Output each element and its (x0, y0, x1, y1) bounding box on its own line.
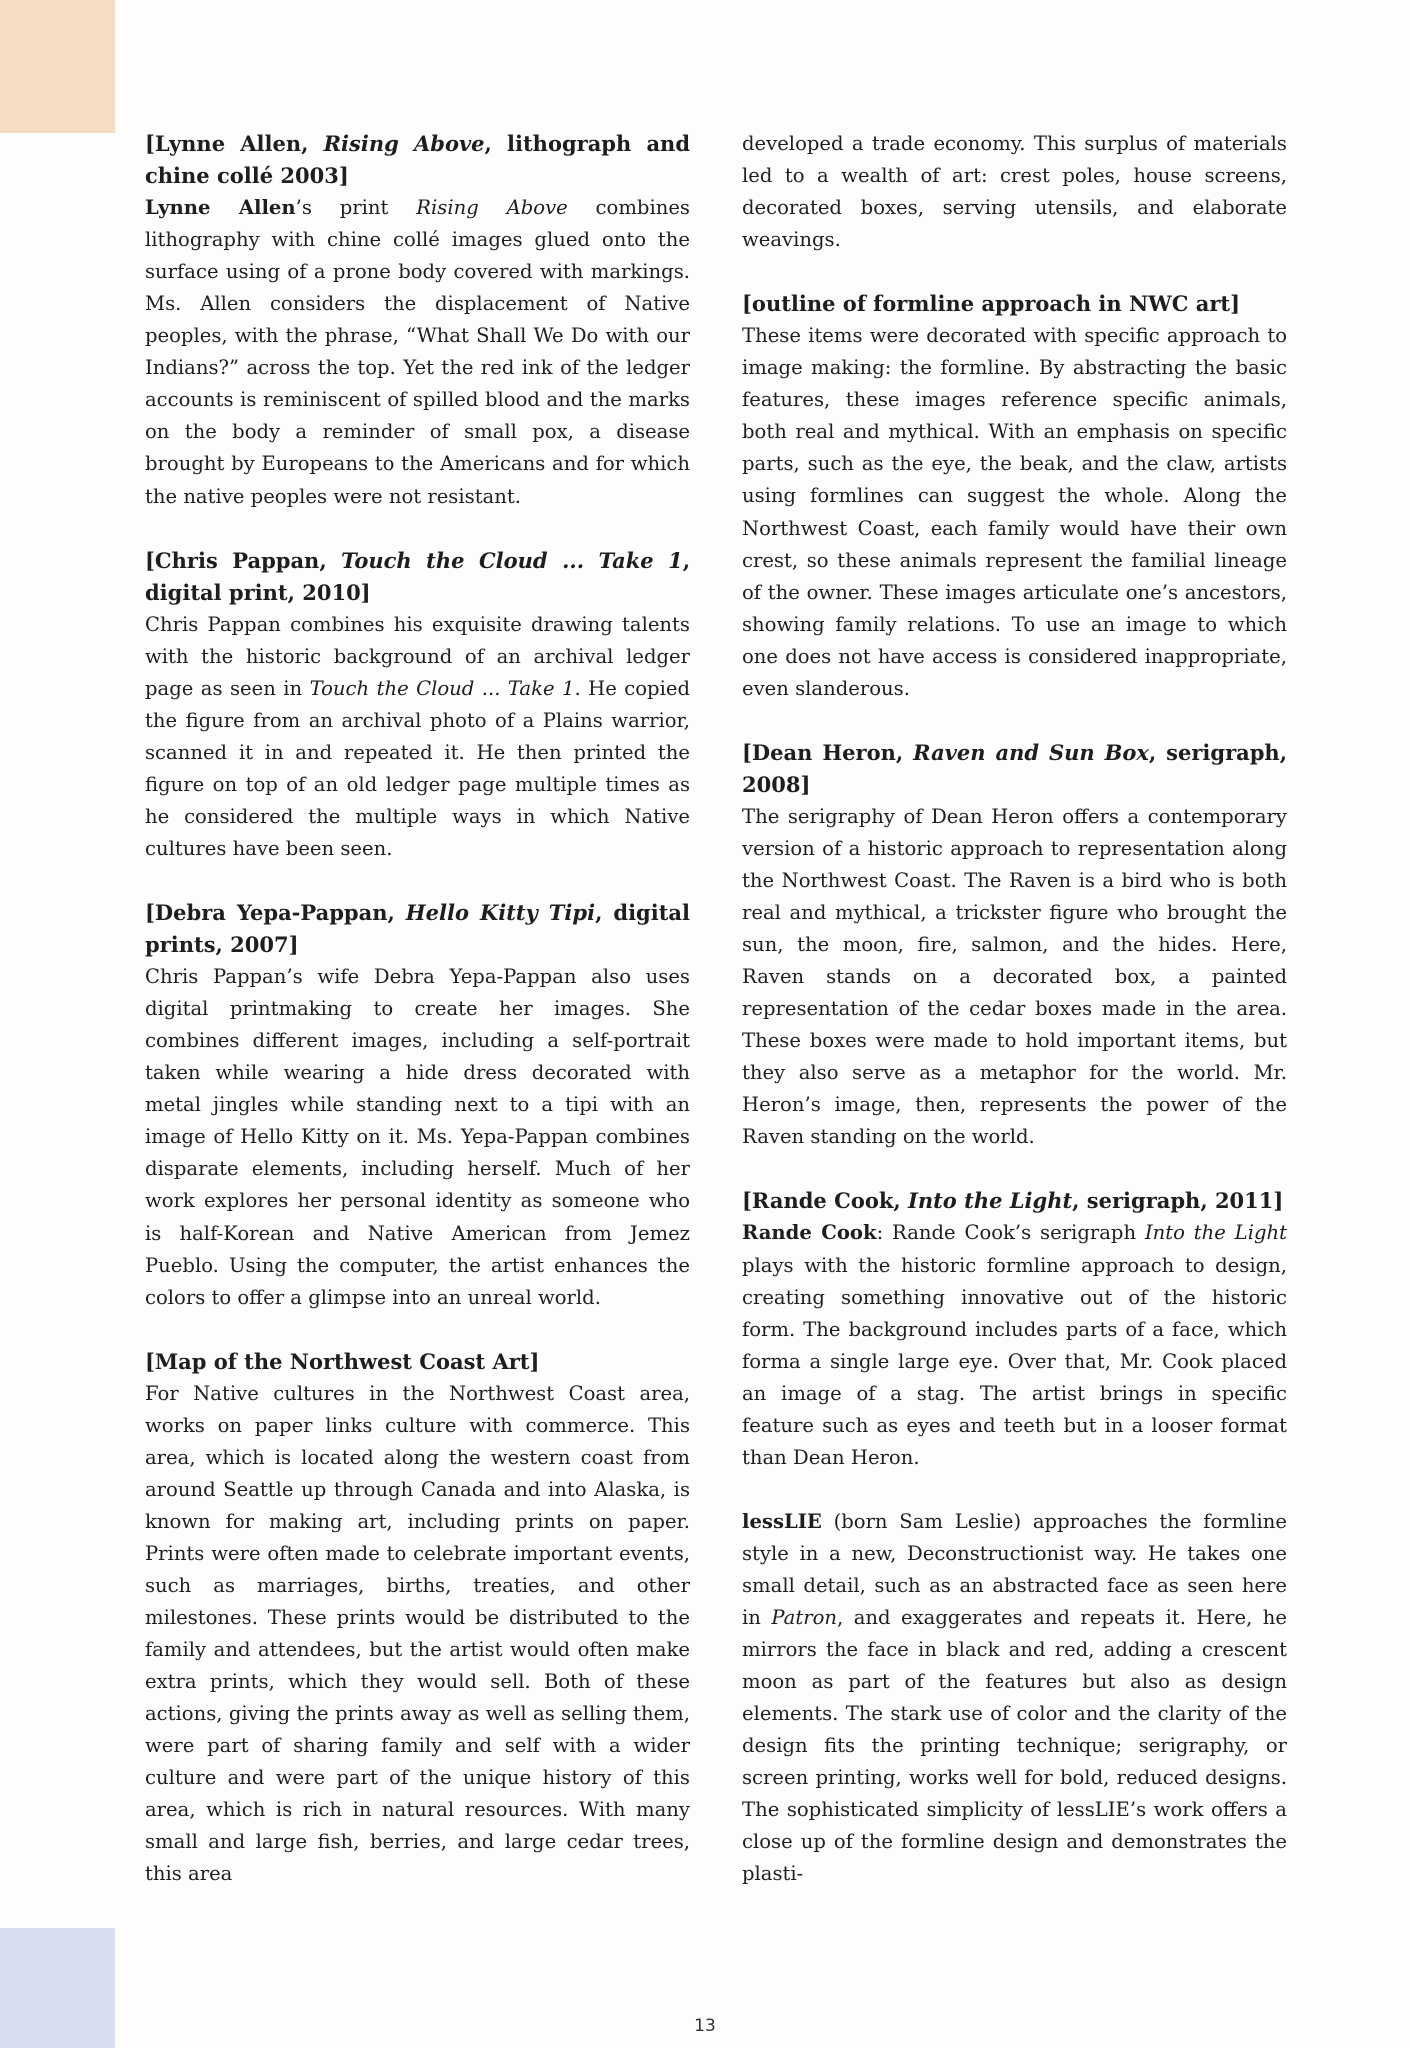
page-number: 13 (694, 2016, 716, 2036)
section-rande-cook (742, 1185, 1287, 1473)
section-body: These items were decorated with specific approach to image making: the formline. By abstracting the basic features, these images reference specific animals, both real and mythical. With an emphasis on specific parts, such as the eye, the beak, and the claw, artists using formlines can suggest the whole. Along the Northwest Coast, each family would have their own crest, so these animals represent the familial lineage of the owner. These images articulate one’s ancestors, showing family relations. To use an image to which one does not have access is considered inappropriate, even slanderous. (742, 324, 1287, 700)
section-lesslie (742, 1506, 1287, 1891)
section-map-northwest-coast (145, 1346, 690, 1891)
section-body: For Native cultures in the Northwest Coast area, works on paper links culture with commerce. This area, which is located along the western coast from around Seattle up through Canada and into Alaska, is known for making art, including prints on paper. Prints were often made to celebrate important events, such as marriages, births, treaties, and other milestones. These prints would be distributed to the family and attendees, but the artist would often make extra prints, which they would sell. Both of these actions, giving the prints away as well as selling them, were part of sharing family and self with a wider culture and were part of the unique history of this area, which is rich in natural resources. With many small and large fish, berries, and large cedar trees, this area (145, 1381, 690, 1886)
section-chris-pappan (145, 545, 690, 865)
section-debra-yepa-pappan (145, 897, 690, 1314)
corner-tab-top (0, 0, 115, 133)
section-heading: [outline of formline approach in NWC art] (742, 291, 1241, 317)
left-column (145, 128, 690, 1922)
section-body: lessLIE (born Sam Leslie) approaches the formline style in a new, Deconstructionist way. He takes one small detail, such as an abstracted face as seen here in Patron, and exaggerates and repeats it. Here, he mirrors the face in black and red, adding a crescent moon as part of the features but also as design elements. The stark use of color and the clarity of the design fits the printing technique; serigraphy, or screen printing, works well for bold, reduced designs. The sophisticated simplicity of lessLIE’s work offers a close up of the formline design and demonstrates the plasti- (742, 1509, 1287, 1886)
section-body: Lynne Allen’s print Rising Above combines lithography with chine collé images glued onto the surface using of a prone body covered with markings. Ms. Allen considers the displacement of Native peoples, with the phrase, “What Shall We Do with our Indians?” across the top. Yet the red ink of the ledger accounts is reminiscent of spilled blood and the marks on the body a reminder of small pox, a disease brought by Europeans to the Americans and for which the native peoples were not resistant. (145, 196, 690, 508)
section-body: Chris Pappan’s wife Debra Yepa-Pappan also uses digital printmaking to create her images. She combines different images, including a self-portrait taken while wearing a hide dress decorated with metal jingles while standing next to a tipi with an image of Hello Kitty on it. Ms. Yepa-Pappan combines disparate elements, including herself. Much of her work explores her personal identity as someone who is half-Korean and Native American from Jemez Pueblo. Using the computer, the artist enhances the colors to offer a glimpse into an unreal world. (145, 965, 690, 1309)
section-body: Chris Pappan combines his exquisite drawing talents with the historic background of an archival ledger page as seen in Touch the Cloud ... Take 1. He copied the figure from an archival photo of a Plains warrior, scanned it in and repeated it. He then printed the figure on top of an old ledger page multiple times as he considered the multiple ways in which Native cultures have been seen. (145, 612, 690, 860)
section-heading: [Map of the Northwest Coast Art] (145, 1348, 540, 1374)
section-heading: [Dean Heron, Raven and Sun Box, serigraph, 2008] (742, 739, 1288, 797)
section-lynne-allen (145, 128, 690, 513)
section-formline-outline (742, 288, 1287, 705)
section-body: developed a trade economy. This surplus of materials led to a wealth of art: crest poles, house screens, decorated boxes, serving utensils, and elaborate weavings. (742, 132, 1287, 252)
section-heading: [Rande Cook, Into the Light, serigraph, 2011] (742, 1188, 1284, 1214)
right-column (742, 128, 1287, 1922)
section-heading: [Debra Yepa-Pappan, Hello Kitty Tipi, digital prints, 2007] (145, 900, 691, 958)
section-dean-heron (742, 737, 1287, 1154)
section-body: Rande Cook: Rande Cook’s serigraph Into the Light plays with the historic formline approach to design, creating something innovative out of the historic form. The background includes parts of a face, which forma a single large eye. Over that, Mr. Cook placed an image of a stag. The artist brings in specific feature such as eyes and teeth but in a looser format than Dean Heron. (742, 1221, 1287, 1469)
section-trade-economy (742, 128, 1287, 256)
section-body: The serigraphy of Dean Heron offers a contemporary version of a historic approach to representation along the Northwest Coast. The Raven is a bird who is both real and mythical, a trickster figure who brought the sun, the moon, fire, salmon, and the hides. Here, Raven stands on a decorated box, a painted representation of the cedar boxes made in the area. These boxes were made to hold important items, but they also serve as a metaphor for the world. Mr. Heron’s image, then, represents the power of the Raven standing on the world. (742, 804, 1287, 1149)
section-heading: [Lynne Allen, Rising Above, lithograph and chine collé 2003] (145, 131, 690, 189)
section-heading: [Chris Pappan, Touch the Cloud ... Take 1, digital print, 2010] (145, 547, 691, 605)
